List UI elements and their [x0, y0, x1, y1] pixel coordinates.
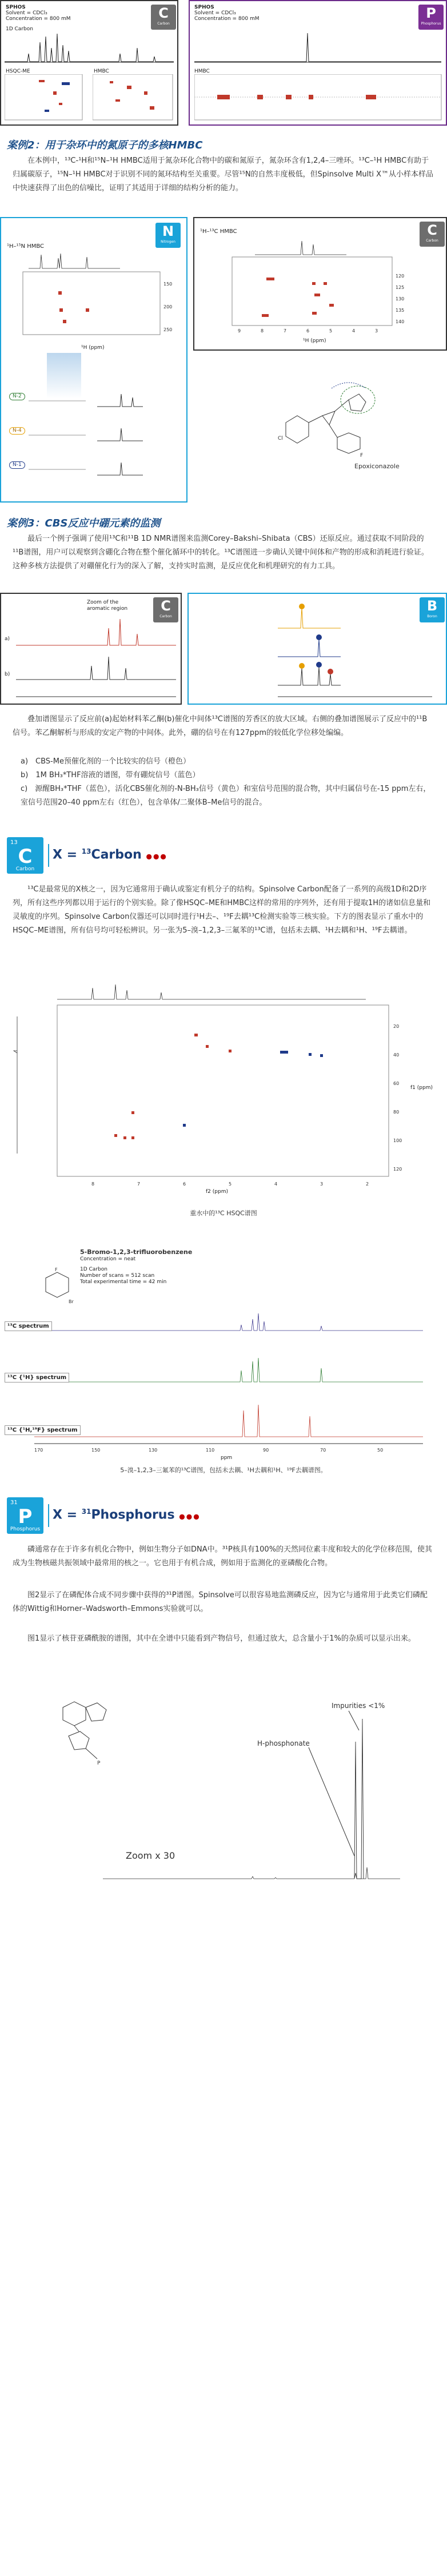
svg-text:125: 125 — [396, 285, 405, 290]
svg-text:110: 110 — [206, 1448, 215, 1453]
sphos-phosphorus-card — [189, 0, 447, 126]
n15-xlabel: ¹H (ppm) — [81, 345, 105, 351]
hsqc-ylabel: f1 (ppm) — [410, 1085, 433, 1091]
svg-text:200: 200 — [163, 304, 173, 310]
case3-paragraph-2: 叠加谱图显示了反应前(a)起始材料苯乙酮(b)催化中间体¹³C谱图的芳香区的放大区域。右侧的叠加谱图展示了反应中的¹¹B信号。苯乙酮解析与形成的安定产物的中间体。此外，硼的信号在有127ppm的较低化学位移处编编。 — [13, 715, 428, 737]
isotope-number: 13 — [81, 847, 91, 855]
bromo-title: 5-Bromo-1,2,3-trifluorobenzene — [80, 1248, 193, 1256]
svg-text:5: 5 — [329, 328, 333, 333]
phosphorus-paragraph-2: 图2显示了在磷配体合成不同步骤中获得的³¹P谱图。Spinsolve可以很容易地监测磷反应，因为它与通常用于此类它们磷配体的Wittig和Horner–Wadsworth–Emmons实验就可以。 — [13, 1591, 428, 1613]
c13-hf-decoupled-label: ¹³C {¹H,¹⁹F} spectrum — [5, 1425, 81, 1435]
phosphorus-paragraph-3: 图1显示了核苷亚磷酰胺的谱图，其中在全谱中只能看到产物信号，但通过放大，总含量小于1%的杂质可以显示出来。 — [27, 1634, 416, 1643]
b-label: b) — [5, 672, 10, 677]
bromo-caption: 5–溴–1,2,3–三氟苯的¹³C谱图，包括未去耦、¹H去耦和¹H、¹⁹F去耦谱图。 — [120, 1466, 327, 1474]
c13-h-decoupled-label: ¹³C {¹H} spectrum — [5, 1373, 69, 1383]
svg-text:130: 130 — [396, 296, 405, 302]
card-conc: Concentration = 800 mM — [6, 16, 71, 22]
hmbc-label: HMBC — [94, 69, 109, 74]
card-solvent: Solvent = CDCl₃ — [6, 10, 47, 16]
phosphoramidite-spectrum — [11, 1685, 434, 1930]
svg-text:3: 3 — [375, 328, 378, 333]
bromo-xlabel: ppm — [221, 1455, 233, 1461]
n1-tag: N-1 — [9, 461, 25, 469]
svg-text:Br: Br — [69, 1299, 74, 1304]
hmbc-plot — [93, 74, 175, 122]
svg-text:6: 6 — [306, 328, 310, 333]
svg-text:6: 6 — [183, 1181, 186, 1187]
svg-text:150: 150 — [91, 1448, 101, 1453]
card-solvent: Solvent = CDCl₃ — [194, 10, 236, 16]
svg-text:Cl: Cl — [278, 436, 283, 441]
badge-symbol: B — [426, 598, 438, 614]
carbon-paragraph: ¹³C是最常见的X核之一，因为它通常用于确认或鉴定有机分子的结构。Spinsolve Carbon配备了一系列的高级1D和2D序列，所有这些序列都以用于运行的个别实验。除了像HSQC–ME和HMBC这样的常用的序列外，还有用于提取1H的诸如信息量和灵敏度的序列。Spinsolve Carbon仪器还可以同时进行¹H去–、¹⁹F去耦¹³C检测实验等三核实验。下方的图表显示了重水中的HSQC–ME谱图，所有信号均可轻松辨识。另一张为5–溴–1,2,3–三氟苯的¹³C谱，包括未去耦、¹H去耦和¹H、¹⁹F去耦谱。 — [13, 885, 431, 935]
c13-hmbc-title: ¹H–¹³C HMBC — [200, 228, 237, 235]
svg-text:5: 5 — [229, 1181, 232, 1187]
case3-heading: 案例3：CBS反应中硼元素的监测 — [7, 517, 161, 529]
section-divider — [48, 1504, 49, 1527]
element-name: Carbon — [15, 866, 35, 872]
svg-text:7: 7 — [137, 1181, 141, 1187]
bromo-info-3: Total experimental time = 42 min — [80, 1279, 167, 1285]
bromo-info-2: Number of scans = 512 scan — [80, 1273, 155, 1279]
carbon-section-title — [53, 847, 167, 862]
element-symbol: C — [18, 845, 33, 868]
carbon-section-bar — [7, 837, 440, 875]
mass-number: 31 — [10, 1500, 18, 1506]
badge-symbol: C — [161, 598, 171, 614]
card-title: SPHOS — [6, 5, 26, 10]
svg-text:F: F — [55, 1267, 58, 1272]
svg-text:100: 100 — [393, 1138, 402, 1143]
phosphorus-badge — [418, 5, 444, 30]
c13-hmbc-plot — [198, 238, 445, 335]
hsqc-d2o-plot — [11, 982, 434, 1216]
a-label: a) — [5, 636, 10, 642]
phosphorus-section-bar — [7, 1497, 440, 1535]
page-footer-blank — [0, 1953, 447, 2576]
svg-text:20: 20 — [393, 1024, 400, 1029]
svg-text:2: 2 — [366, 1181, 369, 1187]
svg-text:7: 7 — [284, 328, 287, 333]
section-divider — [48, 844, 49, 867]
h-phosphonate-label: H-phosphonate — [257, 1739, 310, 1747]
phosphorus-element-badge — [7, 1497, 43, 1534]
n15-hmbc-title: ¹H–¹⁵N HMBC — [7, 243, 45, 250]
bromo-conc: Concentration = neat — [80, 1256, 136, 1262]
svg-text:60: 60 — [393, 1081, 400, 1086]
hsqc-xlabel: f2 (ppm) — [206, 1189, 228, 1195]
b11-cbs-card — [187, 593, 447, 705]
p-hmbc-plot — [194, 74, 444, 122]
svg-text:170: 170 — [34, 1448, 43, 1453]
x-equals: X = — [53, 1508, 78, 1522]
c13-hmbc-card — [193, 217, 447, 351]
badge-name: Carbon — [159, 614, 172, 618]
spec-label: 1D Carbon — [6, 26, 33, 32]
case3-item-c: c) 源醒BH₃*THF（蓝色），活化CBS催化剂的-N-BH₃信号（黄色）和室信号范围的混合物，其中归属信号在-15 ppm左右，室信号范围20–40 ppm左右（红色），包含单体/二聚体B–Me信号的混合。 — [21, 785, 431, 807]
hsqc-caption: 重水中的¹³C HSQC谱图 — [190, 1209, 257, 1217]
element-name: Phosphorus — [10, 1526, 41, 1532]
nitrogen-badge — [155, 223, 181, 248]
c13-cbs-card — [0, 593, 182, 705]
card-title: SPHOS — [194, 5, 214, 10]
svg-text:150: 150 — [163, 282, 173, 287]
hsqc-label: HSQC-ME — [6, 69, 30, 74]
svg-text:250: 250 — [163, 327, 173, 332]
n15-hmbc-card — [0, 217, 187, 503]
badge-symbol: C — [158, 5, 169, 21]
isotope-word: Carbon — [91, 847, 142, 862]
carbon-1d-spectrum — [5, 31, 176, 65]
svg-text:F: F — [360, 453, 364, 459]
n4-tag: N-4 — [9, 427, 25, 435]
svg-text:50: 50 — [377, 1448, 384, 1453]
svg-text:40: 40 — [393, 1052, 400, 1058]
svg-text:90: 90 — [263, 1448, 269, 1453]
svg-text:135: 135 — [396, 308, 405, 313]
case3-item-a: a) CBS-Me预催化剂的一个比较实的信号（橙色） — [21, 757, 190, 766]
n15-zoom-traces — [6, 389, 184, 498]
case2-paragraph: 在本例中，¹³C-¹H和¹⁵N–¹H HMBC适用于氮杂环化合物中的碳和氮原子，氮杂环含有1,2,4–三唑环。¹³C–¹H HMBC有助于归属碳原子，¹⁵N–¹H HMBC对于识别不同的氮环结构至关重要。尽管¹⁵N的自然丰度极低，但Spinsolve Multi X™从小样本样品中快速获得了出色的信噪比，证明了其适用于详细的结构分析的能力。 — [13, 156, 434, 192]
svg-text:9: 9 — [238, 328, 241, 333]
badge-name: Phosphorus — [421, 22, 441, 26]
bromo-info-1: 1D Carbon — [80, 1267, 107, 1272]
hmbc-label: HMBC — [194, 69, 210, 74]
case3-paragraph-1: 最后一个例子强调了使用¹³C和¹¹B 1D NMR谱图来监测Corey–Bakshi–Shibata（CBS）还原反应。通过获取不同阶段的¹¹B谱图，用户可以观察到含硼化合物在整个催化循环中的转化。¹³C谱图进一步确认关键中间体和产物的形成和消耗进行验证。这种多核方法提供了对硼催化行为的深入了解，支持实时监测，是反应优化和机理研究的有力工具。 — [13, 535, 429, 570]
zoom-label: Zoom x 30 — [126, 1850, 175, 1861]
c13-cbs-spectra — [5, 617, 179, 702]
phosphorus-paragraph-1: 磷通常存在于许多有机化合物中，例如生物分子如DNA中。³¹P核具有100%的天然同位素丰度和较大的化学位移范围，使其成为生物核磁共振领域中最常用的核之一。它也用于有机合成，例如用于监测化的亚磷酸化合物。 — [13, 1545, 433, 1568]
badge-symbol: C — [427, 222, 437, 238]
zoom-label: Zoom of the aromatic region — [87, 600, 128, 612]
svg-text:70: 70 — [320, 1448, 326, 1453]
compound-name: Epoxiconazole — [354, 463, 400, 470]
svg-text:120: 120 — [396, 274, 405, 279]
svg-text:4: 4 — [352, 328, 356, 333]
badge-symbol: P — [426, 5, 436, 21]
n15-hmbc-plot — [6, 251, 184, 343]
element-symbol: P — [18, 1505, 33, 1528]
badge-name: Boron — [427, 614, 437, 618]
svg-text:80: 80 — [393, 1110, 400, 1115]
sphos-carbon-card — [0, 0, 178, 126]
c13-spectrum-label: ¹³C spectrum — [5, 1321, 52, 1331]
case2-heading: 案例2：用于杂环中的氮原子的多核HMBC — [7, 139, 203, 151]
badge-symbol: N — [162, 223, 174, 239]
svg-text:3: 3 — [320, 1181, 324, 1187]
impurities-label: Impurities <1% — [332, 1702, 385, 1710]
carbon-badge — [151, 5, 176, 30]
svg-text:4: 4 — [274, 1181, 278, 1187]
carbon-element-badge — [7, 837, 43, 874]
svg-text:140: 140 — [396, 319, 405, 324]
svg-text:8: 8 — [91, 1181, 95, 1187]
isotope-number: 31 — [81, 1508, 91, 1516]
decorative-dots: ●●● — [146, 852, 167, 861]
b11-cbs-spectra — [192, 600, 444, 702]
badge-name: Carbon — [157, 22, 170, 26]
badge-name: Nitrogen — [161, 240, 175, 244]
decorative-dots: ●●● — [179, 1512, 201, 1521]
svg-text:P: P — [97, 1761, 101, 1766]
case3-item-b: b) 1M BH₃*THF溶液的谱图，带有硼烷信号（蓝色） — [21, 771, 200, 779]
phosphorus-section-title — [53, 1508, 201, 1522]
svg-text:130: 130 — [149, 1448, 158, 1453]
x-equals: X = — [53, 847, 78, 862]
phosphorus-1d-spectrum — [194, 31, 444, 65]
n2-tag: N-2 — [9, 393, 25, 400]
hsqc-plot — [5, 74, 85, 122]
svg-text:120: 120 — [393, 1167, 402, 1172]
card-conc: Concentration = 800 mM — [194, 16, 260, 22]
mass-number: 13 — [10, 839, 18, 846]
c13-xlabel: ¹H (ppm) — [303, 338, 326, 344]
badge-name: Carbon — [426, 239, 438, 243]
svg-text:8: 8 — [261, 328, 264, 333]
isotope-word: Phosphorus — [91, 1508, 175, 1522]
bromo-structure — [34, 1267, 74, 1307]
